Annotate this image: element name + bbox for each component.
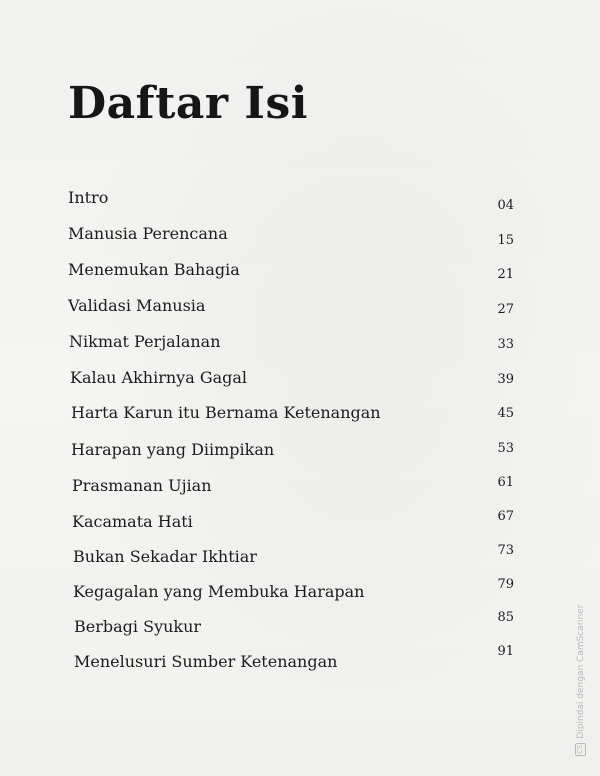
toc-entry-nikmat-perjalanan[interactable]: [0, 332, 600, 362]
toc-entry-label: Berbagi Syukur: [74, 617, 202, 636]
toc-entry-page: 73: [497, 543, 514, 558]
toc-entry-manusia-perencana[interactable]: [0, 224, 600, 254]
toc-entry-berbagi-syukur[interactable]: [0, 610, 600, 647]
toc-entry-kegagalan-yang-membuka-harapan[interactable]: [0, 577, 600, 612]
toc-entry-page: 33: [497, 337, 514, 352]
scanner-watermark: [575, 605, 586, 756]
toc-entry-page: 15: [497, 233, 514, 248]
toc-entry-page: 91: [497, 644, 514, 659]
toc-entry-label: Harta Karun itu Bernama Ketenangan: [71, 403, 381, 422]
toc-entry-label: Menelusuri Sumber Ketenangan: [74, 652, 338, 671]
toc-entry-label: Bukan Sekadar Ikhtiar: [73, 547, 257, 566]
toc-entry-label: Nikmat Perjalanan: [69, 332, 221, 351]
toc-entry-intro[interactable]: [0, 188, 600, 218]
toc-entry-page: 61: [497, 475, 514, 490]
toc-entry-menelusuri-sumber-ketenangan[interactable]: [0, 644, 600, 682]
toc-entry-prasmanan-ujian[interactable]: [0, 476, 600, 506]
camscanner-icon: CS: [576, 744, 584, 754]
toc-entry-label: Harapan yang Diimpikan: [71, 440, 275, 459]
toc-entry-page: 39: [497, 372, 514, 387]
watermark-text: Dipindai dengan CamScanner: [575, 604, 586, 739]
toc-entry-page: 53: [497, 441, 514, 456]
toc-entry-label: Manusia Perencana: [68, 224, 228, 243]
toc-entry-label: Validasi Manusia: [68, 296, 206, 315]
toc-entry-bukan-sekadar-ikhtiar[interactable]: [0, 543, 600, 577]
toc-entry-harta-karun[interactable]: [0, 403, 600, 433]
toc-entry-label: Kalau Akhirnya Gagal: [70, 368, 248, 387]
toc-entry-page: 45: [497, 406, 514, 421]
toc-entry-harapan-yang-diimpikan[interactable]: [0, 440, 600, 470]
toc-entry-page: 21: [497, 267, 514, 282]
toc-entry-page: 85: [497, 610, 514, 625]
toc-entry-label: Prasmanan Ujian: [72, 476, 212, 495]
toc-entry-page: 79: [497, 577, 514, 592]
page-title: Daftar Isi: [68, 78, 308, 129]
toc-entry-page: 67: [497, 509, 514, 524]
toc-entry-label: Menemukan Bahagia: [68, 260, 240, 279]
toc-entry-kalau-akhirnya-gagal[interactable]: [0, 368, 600, 398]
toc-entry-page: 27: [497, 302, 514, 317]
toc-entry-label: Intro: [68, 188, 109, 207]
toc-entry-page: 04: [497, 198, 514, 213]
toc-entry-menemukan-bahagia[interactable]: [0, 260, 600, 290]
toc-entry-label: Kegagalan yang Membuka Harapan: [73, 582, 365, 601]
toc-entry-validasi-manusia[interactable]: [0, 296, 600, 326]
toc-entry-label: Kacamata Hati: [72, 512, 193, 531]
toc-entry-kacamata-hati[interactable]: [0, 509, 600, 542]
